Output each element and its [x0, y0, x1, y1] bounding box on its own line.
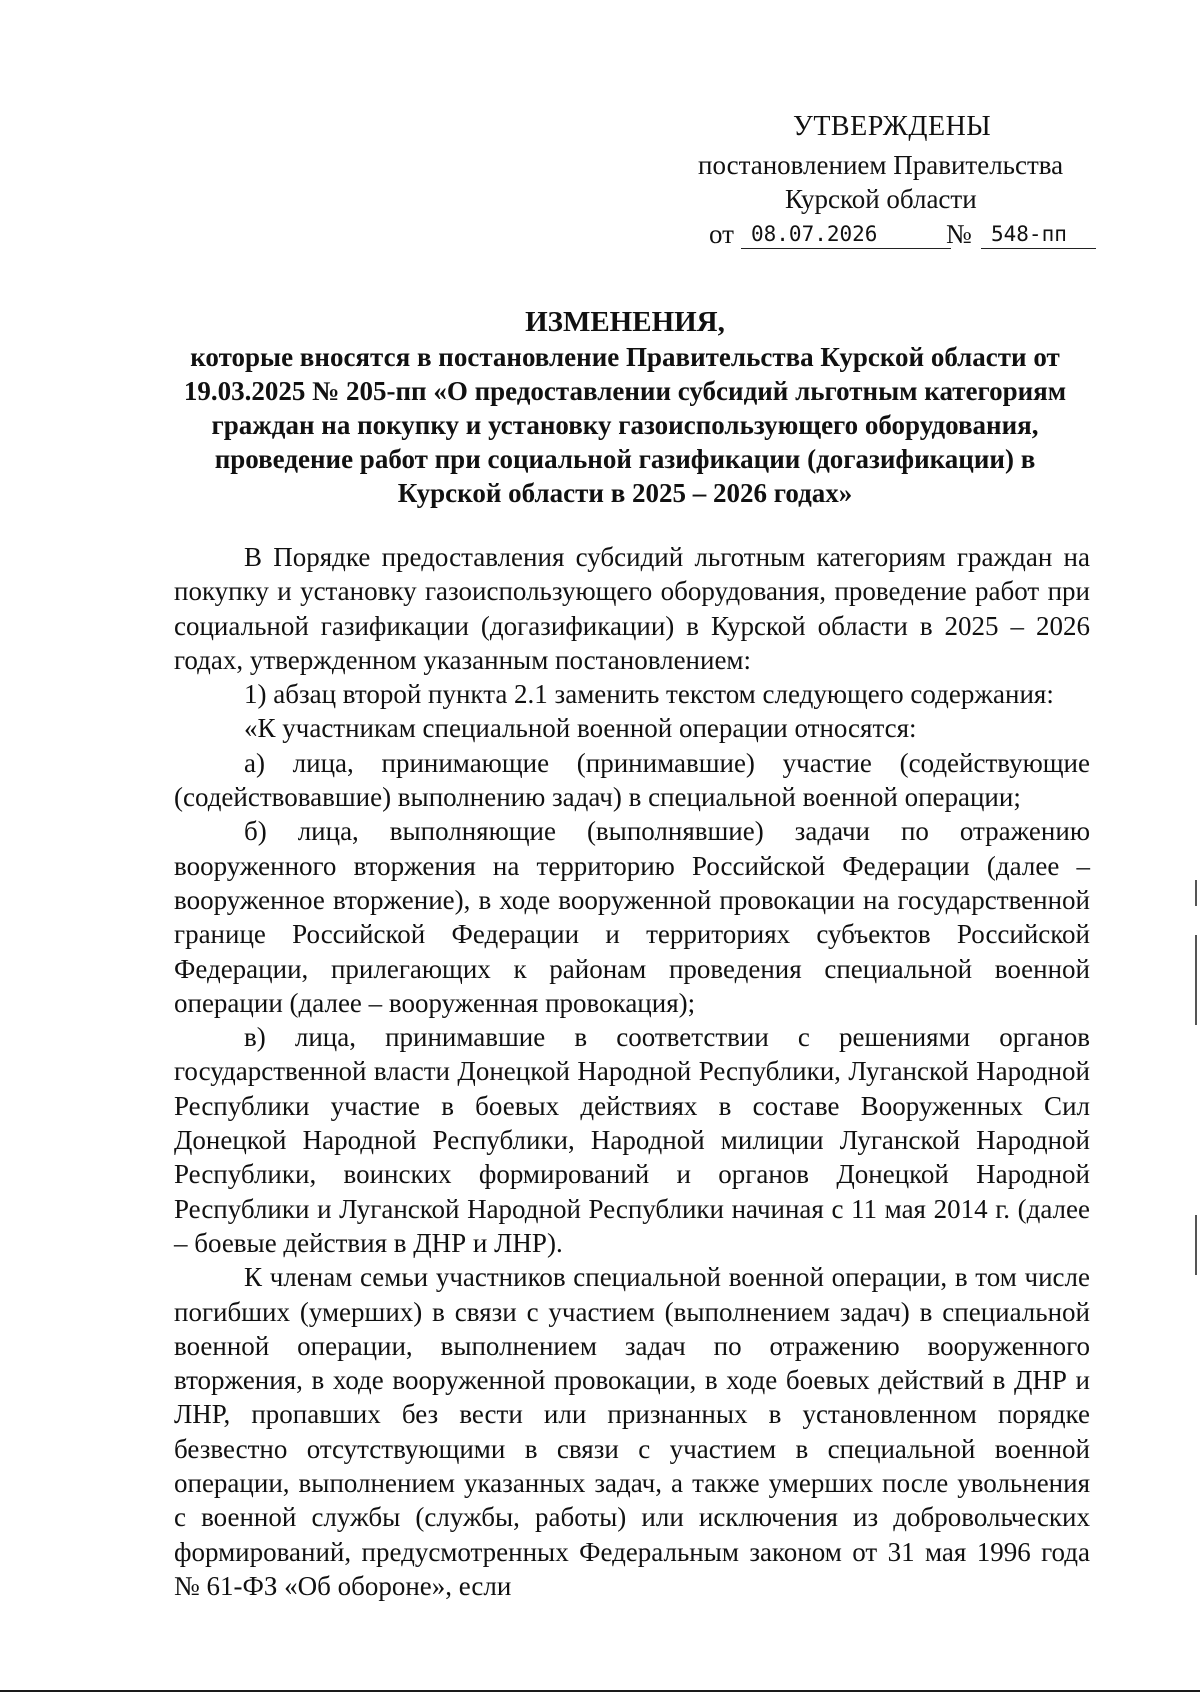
approval-number-label: №	[946, 219, 972, 249]
paragraph-family-members: К членам семьи участников специальной военной операции, в том числе погибших (умерших) в связи с участием (выполнением задач) в специальной военной операции, выполнением задач по отражению вооруженного вторжения, в ходе вооруженной провокации, в ходе боевых действий в ДНР и ЛНР, пропавших без вести или признанных в установленном порядке безвестно отсутствующими в связи с участием в специальной военной операции, выполнением указанных задач, а также умерших после увольнения с военной службы (службы, работы) или исключения из добровольческих формирований, предусмотренных Федеральным законом от 31 мая 1996 года № 61-ФЗ «Об обороне», если	[174, 1262, 1090, 1601]
approval-date-label: от	[709, 219, 734, 249]
paragraph-subitem-b: б) лица, выполняющие (выполнявшие) задачи по отражению вооруженного вторжения на территорию Российской Федерации (далее – вооруженное вторжение), в ходе вооруженной провокации на государственной границе Российской Федерации и территориях субъектов Российской Федерации, прилегающих к районам проведения специальной военной операции (далее – вооруженная провокация);	[174, 816, 1090, 1018]
document-body	[174, 540, 1090, 1603]
scan-margin-mark	[1195, 935, 1197, 1025]
paragraph-intro: В Порядке предоставления субсидий льготным категориям граждан на покупку и установку газоиспользующего оборудования, проведение работ при социальной газификации (догазификации) в Курской области в 2025 – 2026 годах, утвержденном указанным постановлением:	[174, 542, 1090, 675]
scan-margin-mark	[1195, 1215, 1197, 1275]
approval-issuer-line: постановлением Правительства	[698, 150, 1064, 180]
document-heading	[160, 305, 1090, 510]
approval-region-line: Курской области	[785, 184, 977, 214]
document-subtitle: которые вносятся в постановление Правительства Курской области от 19.03.2025 № 205-пп «О предоставлении субсидий льготным категориям граждан на покупку и установку газоиспользующего оборудования, проведение работ при социальной газификации (догазификации) в Курской области в 2025 – 2026 годах»	[183, 342, 1067, 508]
document-title: ИЗМЕНЕНИЯ,	[525, 306, 725, 338]
scan-margin-mark	[1195, 880, 1197, 906]
approval-number-value: 548-пп	[981, 220, 1096, 249]
paragraph-quote-start: «К участникам специальной военной операции относятся:	[244, 713, 917, 744]
paragraph-subitem-a: а) лица, принимающие (принимавшие) участие (содействующие (содействовавшие) выполнению задач) в специальной военной операции;	[174, 747, 1090, 813]
approval-date-value: 08.07.2026	[741, 220, 951, 249]
paragraph-item-1: 1) абзац второй пункта 2.1 заменить текстом следующего содержания:	[244, 679, 1054, 710]
approval-title: УТВЕРЖДЕНЫ	[793, 111, 992, 142]
scan-bottom-edge	[0, 1690, 1200, 1692]
paragraph-subitem-v: в) лица, принимавшие в соответствии с решениями органов государственной власти Донецкой Народной Республики, Луганской Народной Республики участие в боевых действиях в составе Вооруженных Сил Донецкой Народной Республики, Народной милиции Луганской Народной Республики, воинских формирований и органов Донецкой Народной Республики и Луганской Народной Республики начиная с 11 мая 2014 г. (далее – боевые действия в ДНР и ЛНР).	[174, 1022, 1090, 1258]
